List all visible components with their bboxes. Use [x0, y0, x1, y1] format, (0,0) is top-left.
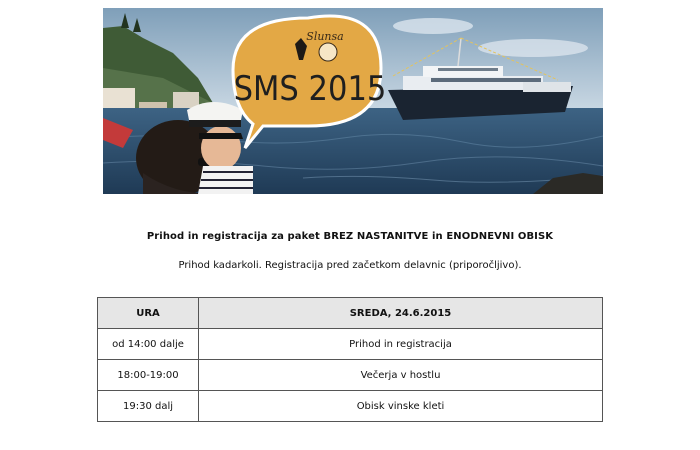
cell-time: od 14:00 dalje	[98, 329, 199, 360]
house	[103, 88, 135, 110]
cell-event: Obisk vinske kleti	[199, 391, 603, 422]
intro-text: Prihod kadarkoli. Registracija pred začetkom delavnic (priporočljivo).	[178, 260, 522, 271]
cloud	[478, 39, 588, 57]
cloud	[393, 18, 473, 34]
cell-time: 18:00-19:00	[98, 360, 199, 391]
table-header-row	[98, 298, 603, 329]
table-row	[98, 360, 603, 391]
cell-time: 19:30 dalj	[98, 391, 199, 422]
column-header-time: URA	[98, 298, 199, 329]
cell-event: Večerja v hostlu	[199, 360, 603, 391]
banner-image	[103, 8, 603, 194]
page-heading: Prihod in registracija za paket BREZ NASTANITVE in ENODNEVNI OBISK	[146, 231, 554, 242]
table-row	[98, 329, 603, 360]
cell-event: Prihod in registracija	[199, 329, 603, 360]
table-row	[98, 391, 603, 422]
column-header-day: SREDA, 24.6.2015	[199, 298, 603, 329]
banner-illustration	[103, 8, 603, 194]
logo-title: SMS 2015	[233, 69, 387, 109]
logo-script: Slunsa	[306, 30, 344, 43]
logo-dancer-face	[319, 43, 337, 61]
schedule-table	[97, 297, 603, 422]
